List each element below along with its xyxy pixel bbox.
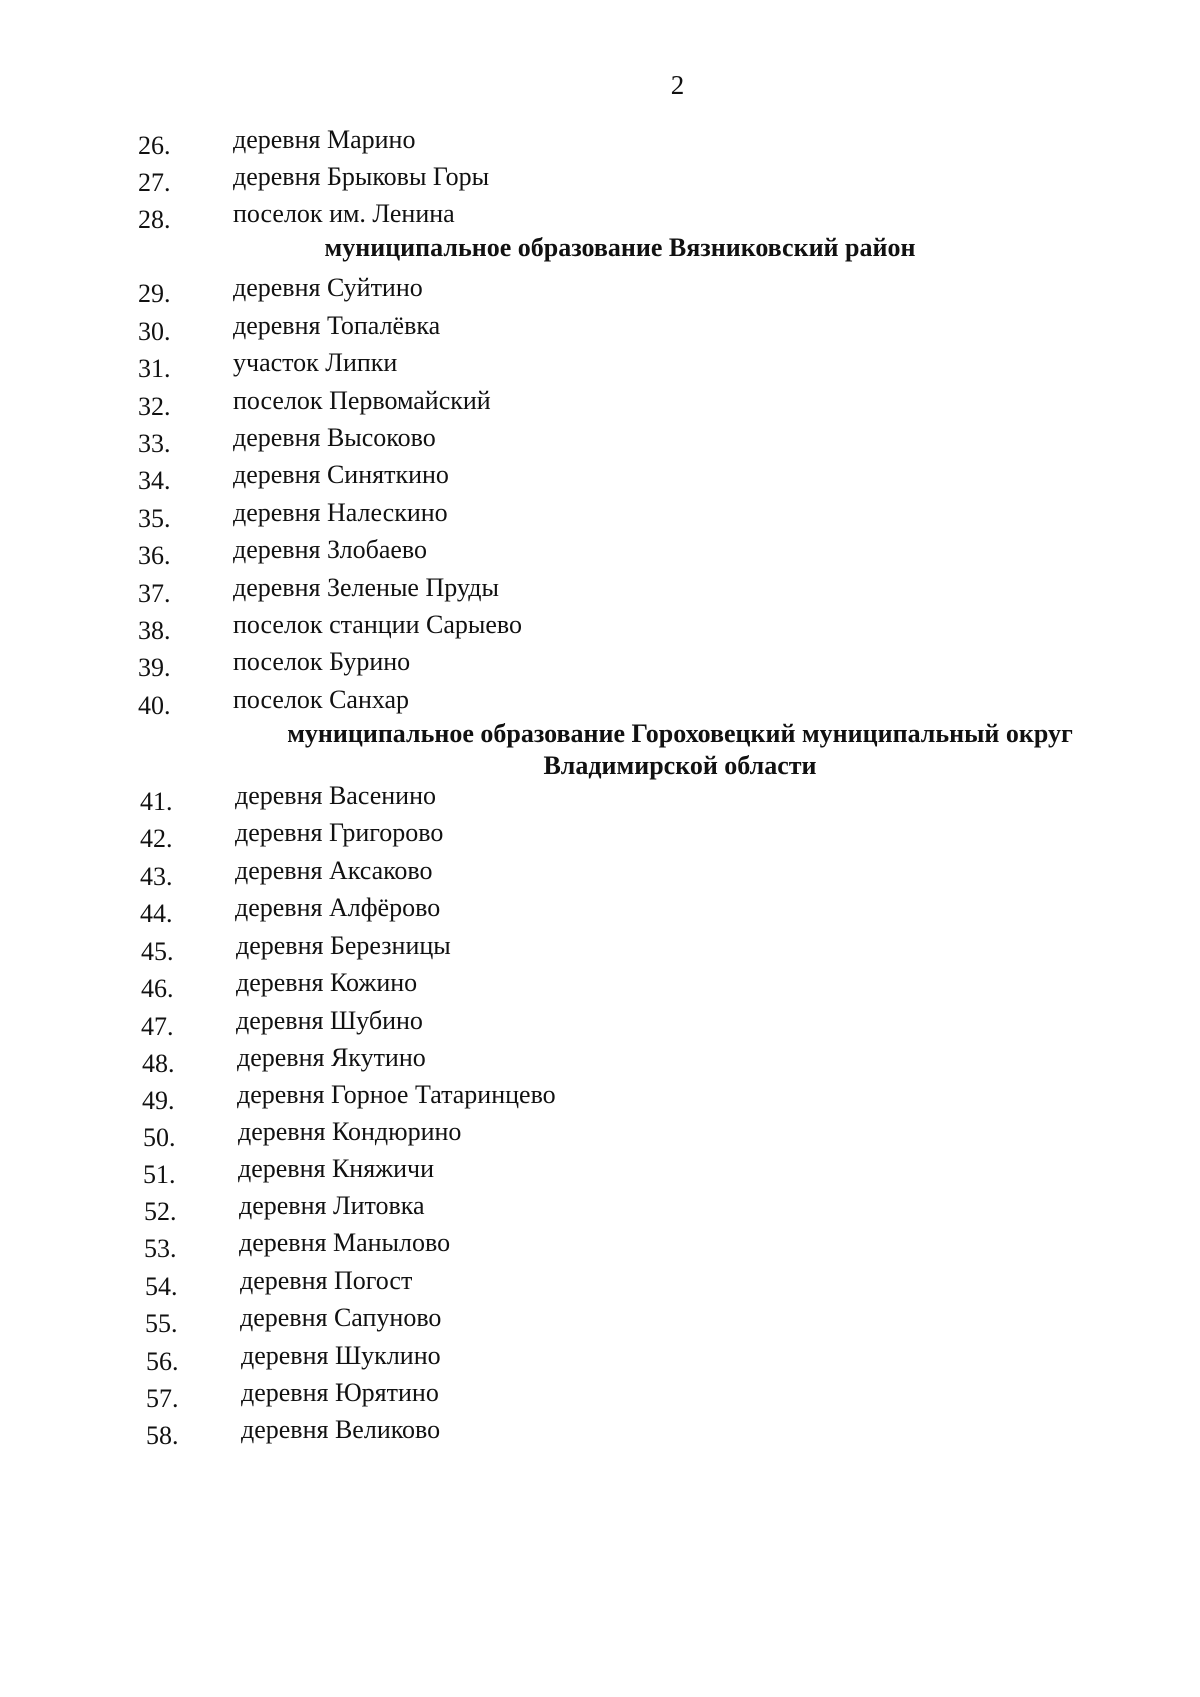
item-number: 58.	[146, 1421, 179, 1450]
item-number: 52.	[144, 1197, 177, 1226]
item-number: 42.	[140, 824, 173, 853]
item-number: 55.	[145, 1309, 178, 1338]
item-name: деревня Высоково	[233, 423, 436, 452]
section-heading-line: Владимирской области	[543, 751, 817, 780]
item-number: 48.	[142, 1049, 175, 1078]
item-name: деревня Княжичи	[238, 1154, 435, 1183]
item-name: деревня Юрятино	[241, 1378, 439, 1407]
item-number: 31.	[138, 354, 171, 383]
item-number: 37.	[138, 579, 171, 608]
item-number: 34.	[138, 466, 171, 495]
item-number: 28.	[138, 205, 171, 234]
section-heading	[180, 718, 1180, 782]
section-heading-line: муниципальное образование Гороховецкий муниципальный округ	[287, 719, 1073, 748]
item-name: поселок Первомайский	[233, 386, 491, 415]
item-name: деревня Погост	[240, 1266, 413, 1295]
item-number: 51.	[143, 1160, 176, 1189]
item-number: 46.	[141, 974, 174, 1003]
item-name: деревня Шубино	[236, 1006, 423, 1035]
item-number: 29.	[138, 279, 171, 308]
item-number: 47.	[141, 1012, 174, 1041]
item-number: 39.	[138, 653, 171, 682]
item-name: деревня Зеленые Пруды	[233, 573, 499, 602]
item-number: 49.	[142, 1086, 175, 1115]
item-name: деревня Синяткино	[233, 460, 449, 489]
item-number: 50.	[143, 1123, 176, 1152]
item-name: поселок Санхар	[233, 685, 410, 714]
item-name: деревня Сапуново	[240, 1303, 442, 1332]
item-name: деревня Шуклино	[241, 1341, 441, 1370]
item-name: поселок станции Сарыево	[233, 610, 522, 639]
item-name: деревня Топалёвка	[233, 311, 441, 340]
item-name: участок Липки	[233, 348, 398, 377]
item-number: 30.	[138, 317, 171, 346]
item-number: 45.	[141, 937, 174, 966]
item-name: деревня Васенино	[235, 781, 436, 810]
item-number: 40.	[138, 691, 171, 720]
item-number: 43.	[140, 862, 173, 891]
item-name: деревня Суйтино	[233, 273, 423, 302]
item-name: деревня Горное Татаринцево	[237, 1080, 556, 1109]
item-number: 38.	[138, 616, 171, 645]
item-name: деревня Григорово	[235, 818, 444, 847]
item-name: деревня Якутино	[237, 1043, 426, 1072]
item-name: поселок им. Ленина	[233, 199, 455, 228]
item-name: деревня Великово	[241, 1415, 441, 1444]
item-number: 53.	[144, 1234, 177, 1263]
item-number: 35.	[138, 504, 171, 533]
item-number: 41.	[140, 787, 173, 816]
item-number: 26.	[138, 131, 171, 160]
item-number: 36.	[138, 541, 171, 570]
item-number: 44.	[140, 899, 173, 928]
item-number: 57.	[146, 1384, 179, 1413]
item-number: 54.	[145, 1272, 178, 1301]
page-number: 2	[670, 70, 685, 100]
item-number: 32.	[138, 392, 171, 421]
item-name: деревня Налескино	[233, 498, 448, 527]
item-name: поселок Бурино	[233, 647, 411, 676]
item-number: 27.	[138, 168, 171, 197]
item-name: деревня Березницы	[236, 931, 451, 960]
item-number: 33.	[138, 429, 171, 458]
section-heading	[120, 232, 1120, 264]
item-name: деревня Аксаково	[235, 856, 433, 885]
item-name: деревня Злобаево	[233, 535, 428, 564]
section-heading-line: муниципальное образование Вязниковский район	[324, 233, 916, 262]
item-number: 56.	[146, 1347, 179, 1376]
item-name: деревня Алфёрово	[235, 893, 441, 922]
item-name: деревня Кондюрино	[238, 1117, 462, 1146]
item-name: деревня Литовка	[239, 1191, 425, 1220]
item-name: деревня Кожино	[236, 968, 418, 997]
item-name: деревня Брыковы Горы	[233, 162, 490, 191]
item-name: деревня Манылово	[239, 1228, 451, 1257]
item-name: деревня Марино	[233, 125, 416, 154]
